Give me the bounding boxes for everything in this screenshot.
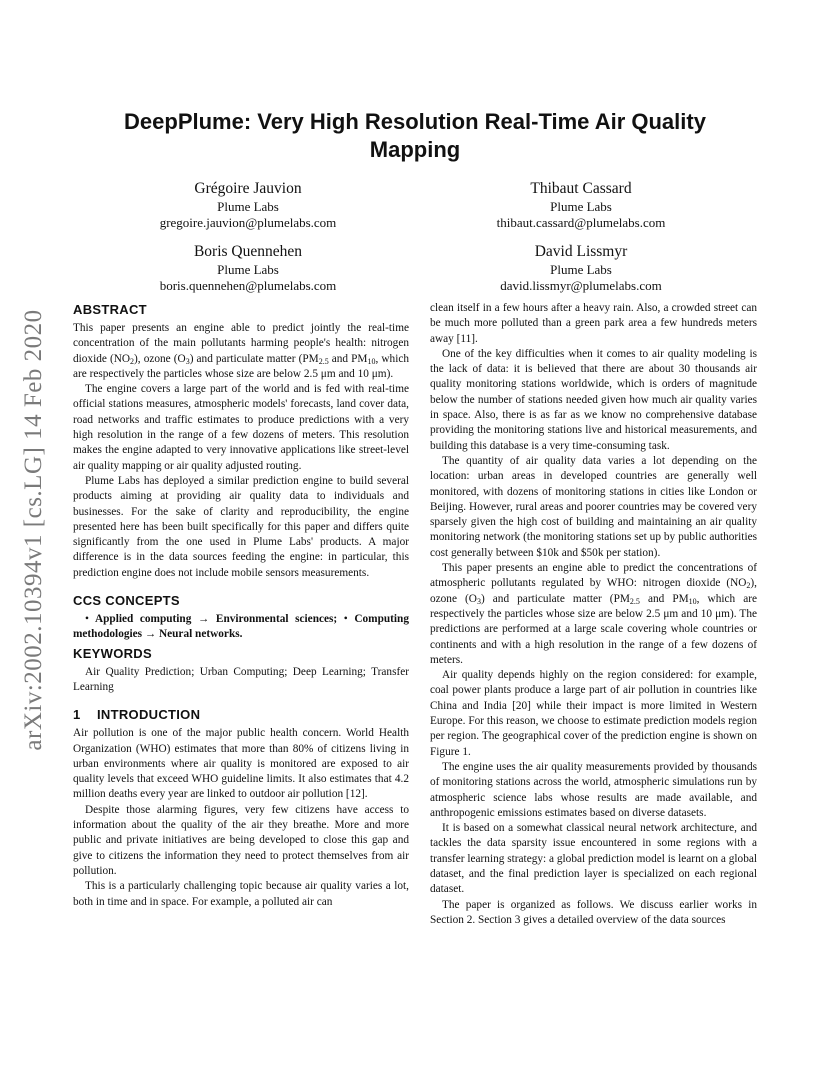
author-email: boris.quennehen@plumelabs.com [159,278,337,293]
author-name: Grégoire Jauvion [194,180,302,197]
author-affiliation: Plume Labs [217,262,279,277]
ccs-concepts: • Applied computing → Environmental sciences; • Computing methodologies → Neural networks. [73,613,409,641]
intro-paragraph: This is a particularly challenging topic because air quality varies a lot, both in time and in space. For example, a polluted air can [73,880,409,908]
author-name: Thibaut Cassard [530,180,632,197]
right-column [430,301,757,928]
paper-title: DeepPlume: Very High Resolution Real-Time Air Quality Mapping [124,109,706,162]
author-affiliation: Plume Labs [550,262,612,277]
body-paragraph: The quantity of air quality data varies a lot depending on the location: urban areas in developed countries are generally well monitored, with dozens of monitoring stations in cities like London or Beijing. However, rural areas and poorer countries may be covered very sparsely given the high cost of building and maintaining an air quality monitoring network (the monitoring stations set up by public authorities cost generally between $10k and $50k per station). [430,454,757,559]
author-block [431,242,731,294]
author-block [98,242,398,294]
author-block [98,179,398,231]
section-heading: 1 INTRODUCTION [73,707,201,723]
abstract-paragraph: Plume Labs has deployed a similar prediction engine to build several products aiming at providing air quality data to individuals and businesses. For the sake of clarity and reproducibility, the engine presented here has been built specifically for this paper and differs quite significantly from the one used in Plume Labs' products. A major difference is in the data sources feeding the engine: in particular, this prediction engine does not include mobile sensors measurements. [73,474,409,579]
abstract-heading: ABSTRACT [73,302,147,317]
body-paragraph: Air quality depends highly on the region considered: for example, coal power plants produce a large part of air pollution in countries like China and India [20] while their impact is more limited in Western Europe. For this reason, we choose to estimate prediction models region per region. The geographical cover of the prediction engine is shown on Figure 1. [430,669,757,758]
author-block [431,179,731,231]
ccs-heading: CCS CONCEPTS [73,593,180,609]
keywords-text: Air Quality Prediction; Urban Computing; Deep Learning; Transfer Learning [73,665,409,693]
body-paragraph: The paper is organized as follows. We discuss earlier works in Section 2. Section 3 gives a detailed overview of the data sources [430,898,757,926]
author-email: david.lissmyr@plumelabs.com [500,278,662,293]
body-paragraph: It is based on a somewhat classical neural network architecture, and tackles the data sparsity issue encountered in some regions with a transfer learning strategy: a global prediction model is learnt on a global dataset, and the final prediction layer is specialized on each regional dataset. [430,822,757,896]
abstract-paragraph: The engine covers a large part of the world and is fed with real-time official stations measures, atmospheric models' forecasts, land cover data, road networks and traffic estimates to produce predictions with a very high resolution in the range of a few dozens of meters. This resolution makes the engine adapted to very innovative applications like street-level air quality mapping or air quality adjusted routing. [73,383,409,472]
author-name: David Lissmyr [534,243,628,260]
intro-paragraph: Air pollution is one of the major public health concern. World Health Organization (WHO) estimates that more than 80% of citizens living in urban environments where air quality is monitored are exposed to air quality levels that exceed WHO guideline limits. It also estimates that 4.2 million deaths every year are linked to outdoor air pollution [12]. [73,727,409,801]
keywords-heading: KEYWORDS [73,645,152,661]
author-name: Boris Quennehen [193,243,303,260]
body-paragraph: clean itself in a few hours after a heavy rain. Also, a crowded street can be much more polluted than a green park area a few hundreds meters away [11]. [430,302,757,345]
author-email: thibaut.cassard@plumelabs.com [496,215,666,230]
author-email: gregoire.jauvion@plumelabs.com [159,215,337,230]
author-affiliation: Plume Labs [217,199,279,214]
body-paragraph: This paper presents an engine able to predict the concentrations of atmospheric pollutants regulated by WHO: nitrogen dioxide $(NO_2)$, ozone $(O_3)$ and particulate matter ($PM_{2.5}$ and $PM_{10}$, which are respectively the particles whose size are below 2.5 μm and 10 μm). The predictions are performed at a large scale covering whole countries or continents and with a high resolution in the range of a few dozens of meters. [430,562,758,666]
body-paragraph: The engine uses the air quality measurements provided by thousands of monitoring stations across the world, atmospheric simulations run by atmospheric science labs whose results are made available, and anthropogenic emissions estimates based on diverse datasets. [430,760,757,819]
intro-paragraph: Despite those alarming figures, very few citizens have access to information about the quality of the air they breathe. More and more public and private initiatives are being developed to close this gap and give to citizens the information they need to protect themselves from air pollution. [73,803,409,877]
author-affiliation: Plume Labs [550,199,612,214]
body-paragraph: One of the key difficulties when it comes to air quality modeling is the lack of data: it is believed that there are about 30 thousands air quality monitoring stations worldwide, which is orders of magnitude below the number of stations needed given how much air quality varies in space. Also, there is as far as we know no comprehensive database providing the monitoring stations live and historical measurements, and building this database is a very time-consuming task. [430,347,757,452]
arxiv-identifier: arXiv:2002.10394v1 [cs.LG] 14 Feb 2020 [20,309,47,751]
abstract-paragraph: This paper presents an engine able to predict jointly the real-time concentration of the main pollutants harming people's health: nitrogen dioxide $(NO_2)$, ozone $(O_3)$ and particulate matter ($PM_{2.5}$ and $PM_{10}$, which are respectively the particles whose size are below 2.5 μm and 10 μm). [73,322,409,380]
left-column [73,301,409,910]
arxiv-sidebar [14,290,54,770]
